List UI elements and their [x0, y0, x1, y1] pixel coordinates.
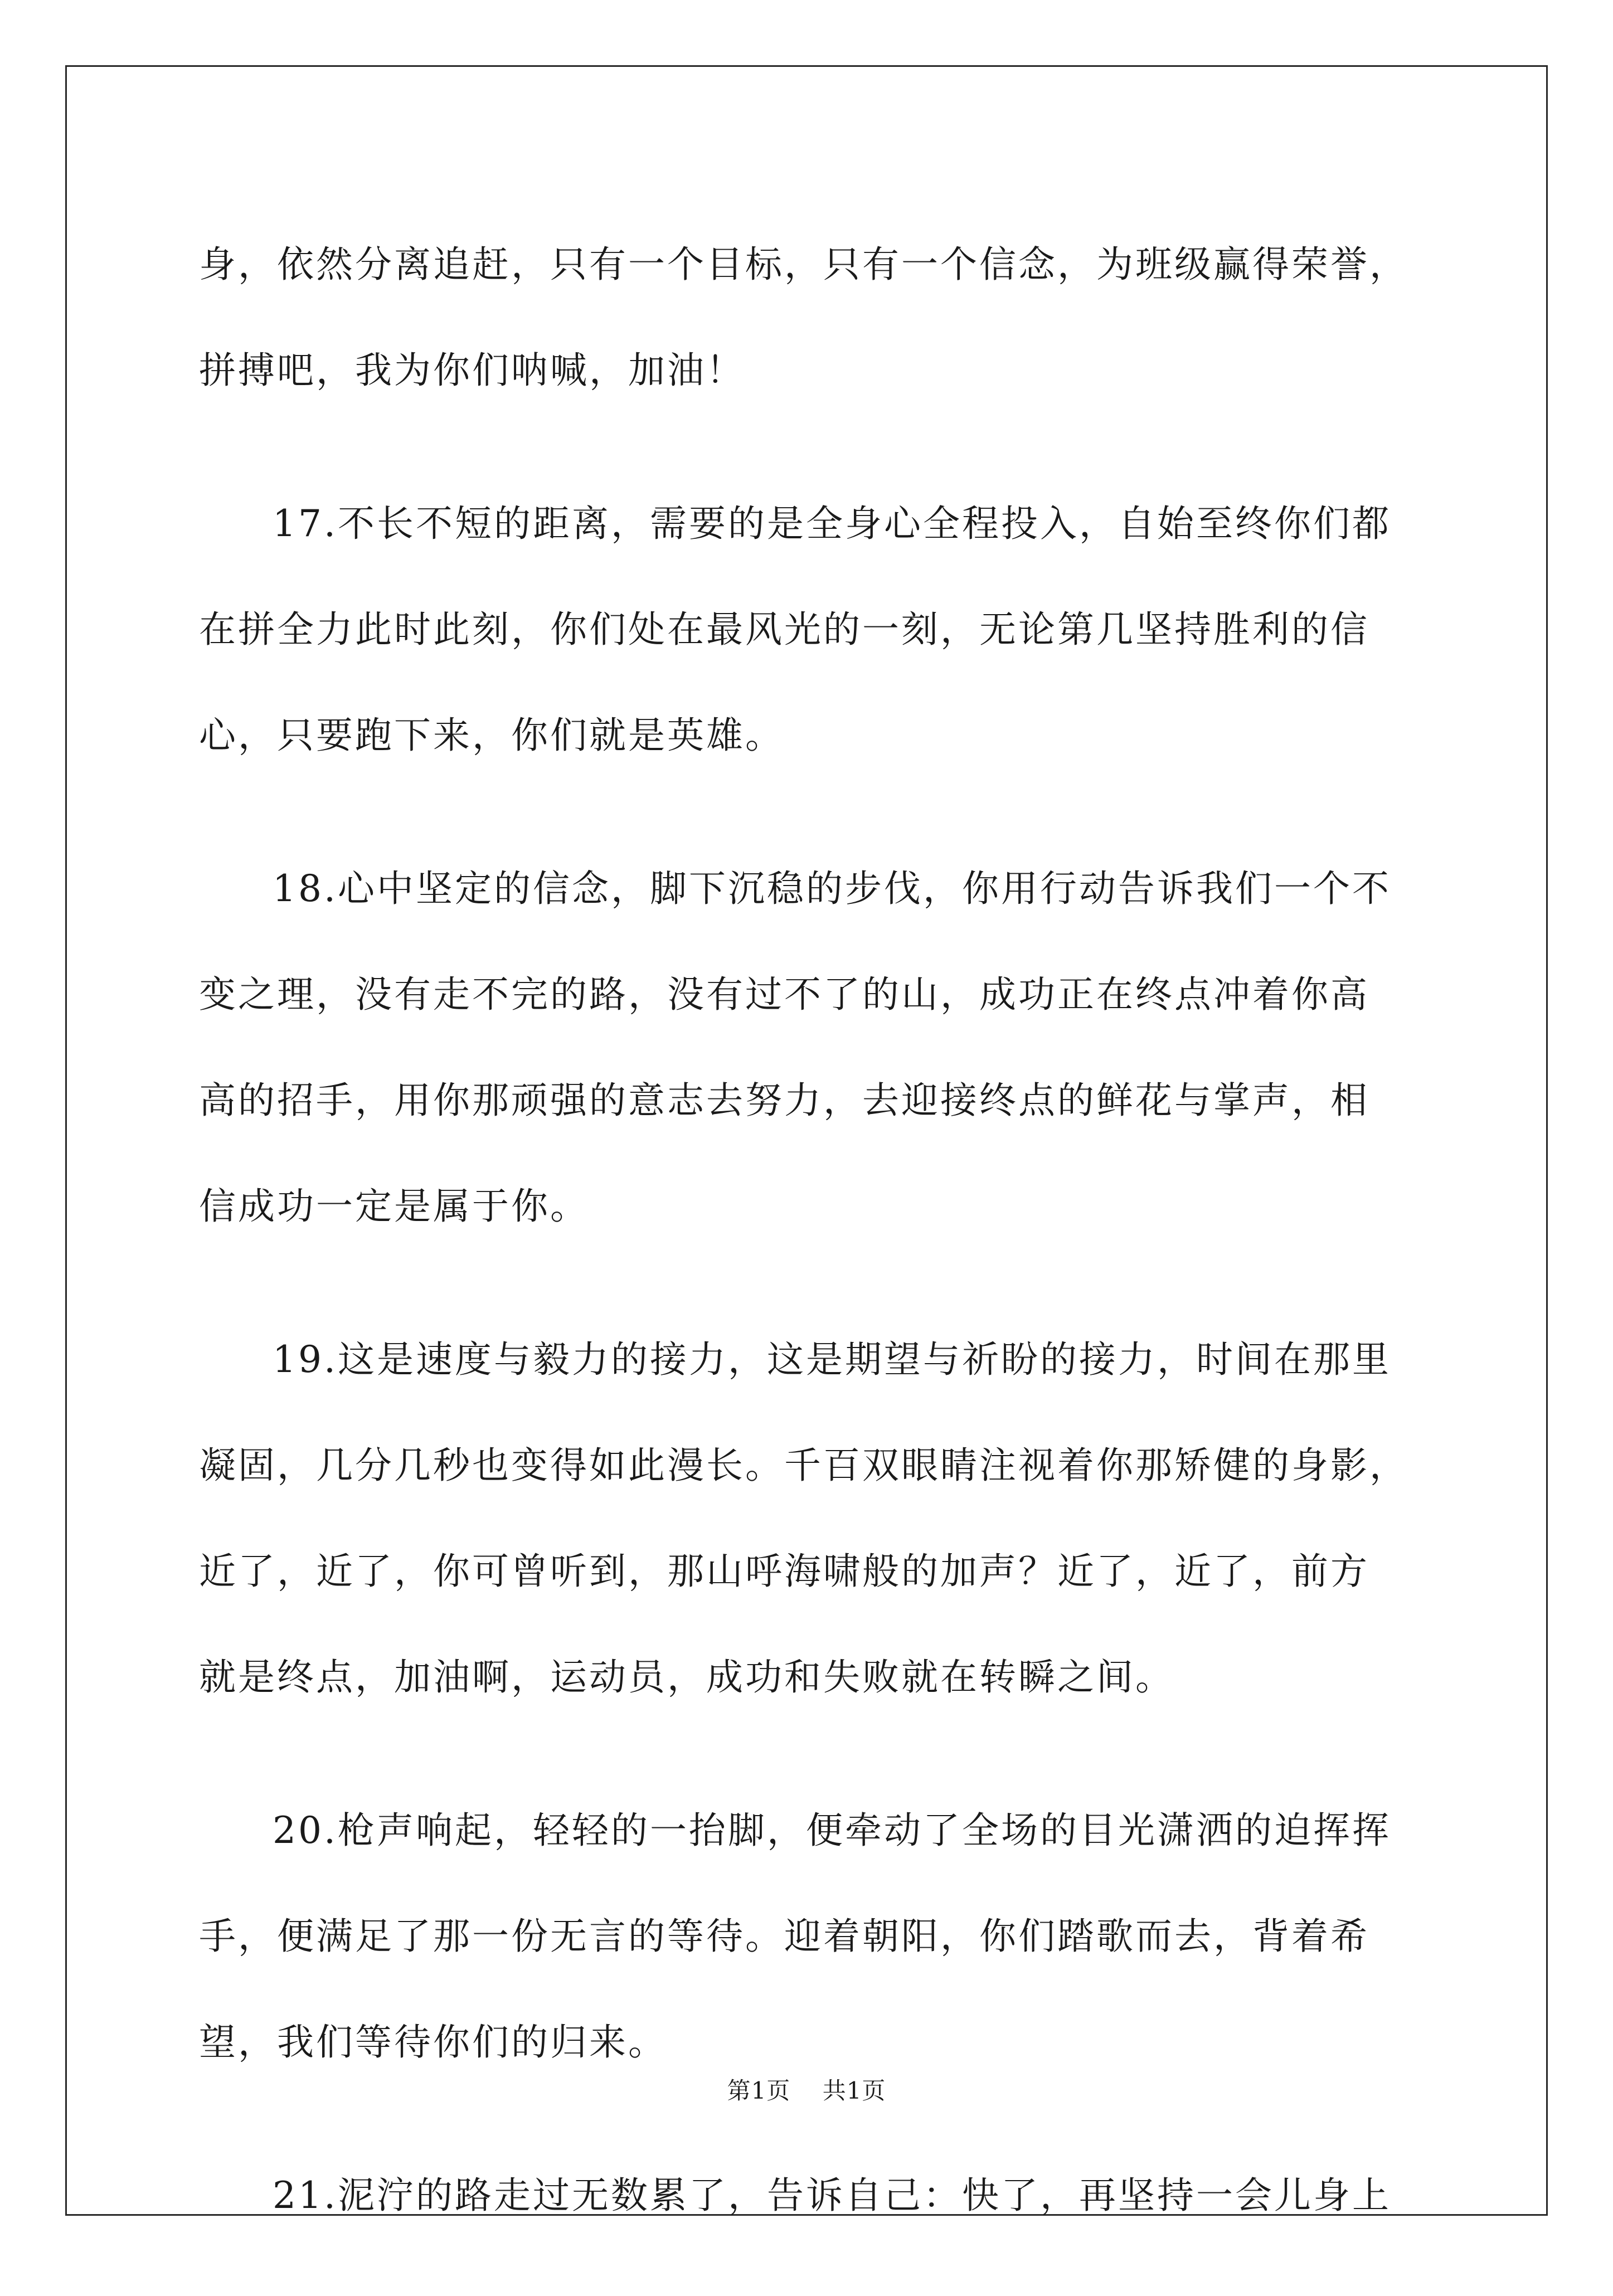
page-total: 共1页	[822, 2077, 886, 2104]
text-line: 变之理，没有走不完的路，没有过不了的山，成功正在终点冲着你高	[199, 973, 1369, 1016]
paragraph-17	[199, 471, 1420, 789]
text-line: 就是终点，加油啊，运动员，成功和失败就在转瞬之间。	[199, 1656, 1174, 1699]
text-line: 望，我们等待你们的归来。	[199, 2021, 667, 2064]
text-line: 近了，近了，你可曾听到，那山呼海啸般的加声？近了，近了，前方	[199, 1550, 1369, 1593]
text-line: 高的招手，用你那顽强的意志去努力，去迎接终点的鲜花与掌声，相	[199, 1079, 1369, 1122]
text-line: 21.泥泞的路走过无数累了，告诉自己：快了，再坚持一会儿身上	[273, 2174, 1391, 2217]
text-line: 心，只要跑下来，你们就是英雄。	[199, 714, 784, 757]
text-line: 信成功一定是属于你。	[199, 1185, 589, 1228]
text-line: 身，依然分离追赶，只有一个目标，只有一个信念，为班级赢得荣誉，	[199, 243, 1408, 286]
document-body	[199, 212, 1420, 2296]
text-line: 手，便满足了那一份无言的等待。迎着朝阳，你们踏歌而去，背着希	[199, 1915, 1369, 1958]
paragraph-21	[199, 2143, 1420, 2249]
text-line: 在拼全力此时此刻，你们处在最风光的一刻，无论第几坚持胜利的信	[199, 608, 1369, 651]
text-line: 19.这是速度与毅力的接力，这是期望与祈盼的接力，时间在那里	[273, 1338, 1391, 1381]
page-footer	[0, 2074, 1613, 2108]
paragraph-18	[199, 836, 1420, 1259]
text-line: 凝固，几分几秒也变得如此漫长。千百双眼睛注视着你那矫健的身影，	[199, 1444, 1408, 1487]
text-line: 18.心中坚定的信念，脚下沉稳的步伐，你用行动告诉我们一个不	[273, 867, 1391, 910]
text-line: 17.不长不短的距离，需要的是全身心全程投入，自始至终你们都	[273, 502, 1391, 545]
paragraph-19	[199, 1307, 1420, 1730]
text-line: 20.枪声响起，轻轻的一抬脚，便牵动了全场的目光潇洒的迫挥挥	[273, 1809, 1391, 1852]
paragraph-20	[199, 1778, 1420, 2095]
page-number: 第1页	[727, 2077, 791, 2104]
text-line: 拼搏吧，我为你们呐喊，加油！	[199, 349, 745, 392]
paragraph	[199, 212, 1420, 424]
